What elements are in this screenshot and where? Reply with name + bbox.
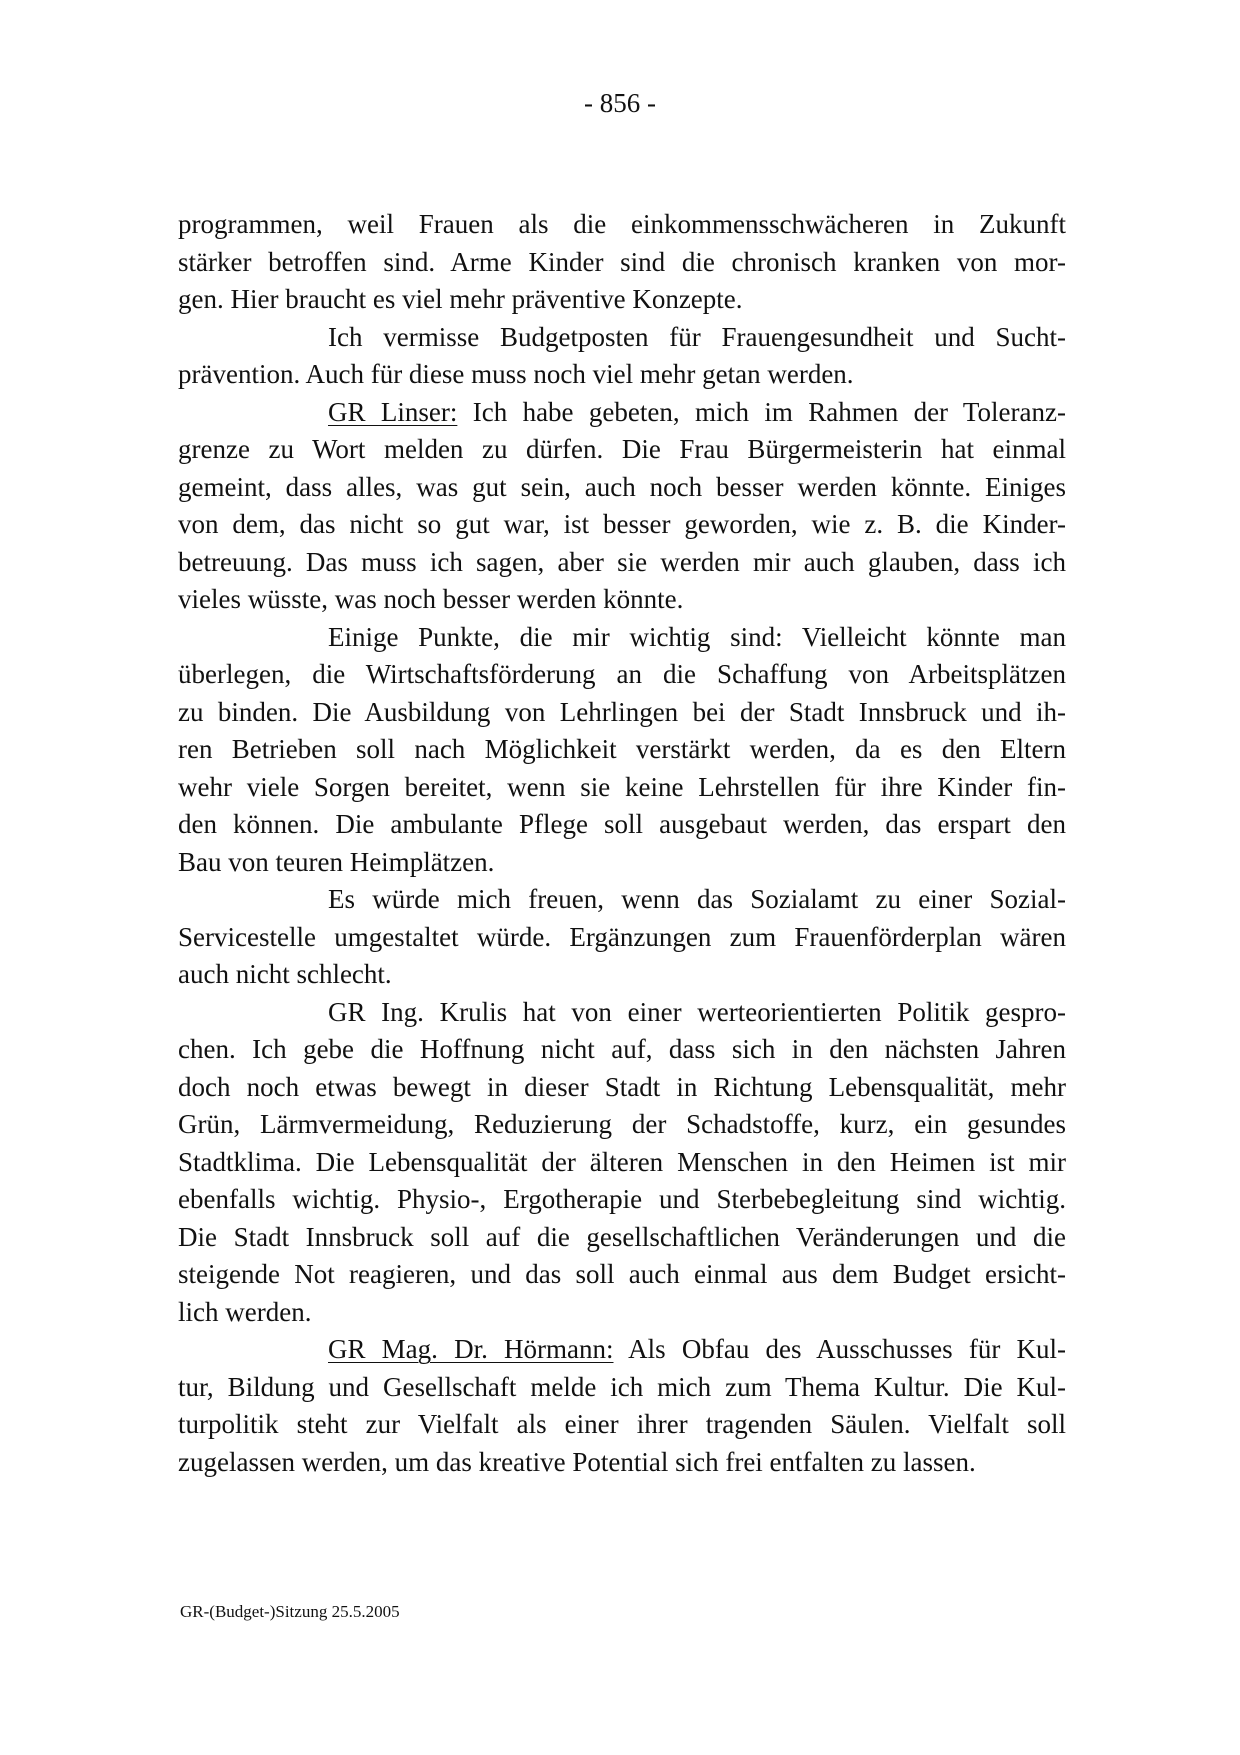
text-line: zu binden. Die Ausbildung von Lehrlingen bei der Stadt Innsbruck und ih- — [178, 696, 1066, 727]
text-line: Grün, Lärmvermeidung, Reduzierung der Schadstoffe, kurz, ein gesundes — [178, 1109, 1066, 1139]
text-line: Stadtklima. Die Lebensqualität der älteren Menschen in den Heimen ist mir — [178, 1146, 1066, 1177]
paragraph — [178, 619, 1066, 882]
text-line: lich werden. — [178, 1296, 312, 1327]
text-line: GR Ing. Krulis hat von einer werteorientierten Politik gespro- — [328, 996, 1066, 1027]
text-line: chen. Ich gebe die Hoffnung nicht auf, dass sich in den nächsten Jahren — [178, 1034, 1066, 1064]
text-line: stärker betroffen sind. Arme Kinder sind die chronisch kranken von mor- — [178, 246, 1066, 277]
text-line: grenze zu Wort melden zu dürfen. Die Frau Bürgermeisterin hat einmal — [178, 434, 1066, 464]
text-fragment: Ich habe gebeten, mich im Rahmen der Toleranz- — [457, 396, 1066, 427]
text-line: tur, Bildung und Gesellschaft melde ich mich zum Thema Kultur. Die Kul- — [178, 1371, 1066, 1402]
text-line: Die Stadt Innsbruck soll auf die gesellschaftlichen Veränderungen und die — [178, 1221, 1066, 1252]
text-line: wehr viele Sorgen bereitet, wenn sie keine Lehrstellen für ihre Kinder fin- — [178, 771, 1066, 802]
text-line: Einige Punkte, die mir wichtig sind: Vielleicht könnte man — [328, 621, 1066, 652]
text-line: den können. Die ambulante Pflege soll ausgebaut werden, das erspart den — [178, 809, 1066, 839]
text-line: turpolitik steht zur Vielfalt als einer ihrer tragenden Säulen. Vielfalt soll — [178, 1409, 1066, 1439]
speaker-name: GR Linser: — [328, 396, 458, 427]
text-line: programmen, weil Frauen als die einkommensschwächeren in Zukunft — [178, 209, 1066, 239]
paragraph — [178, 994, 1066, 1332]
text-line: betreuung. Das muss ich sagen, aber sie werden mir auch glauben, dass ich — [178, 546, 1066, 577]
paragraph — [178, 394, 1066, 619]
text-line: vieles wüsste, was noch besser werden könnte. — [178, 584, 684, 614]
text-line: Servicestelle umgestaltet würde. Ergänzungen zum Frauenförderplan wären — [178, 921, 1066, 952]
text-line: ebenfalls wichtig. Physio-, Ergotherapie und Sterbebegleitung sind wichtig. — [178, 1184, 1066, 1214]
page-number: - 856 - — [584, 88, 656, 118]
paragraph — [178, 319, 1066, 394]
paragraph — [178, 1331, 1066, 1481]
text-line: Ich vermisse Budgetposten für Frauengesundheit und Sucht- — [328, 321, 1066, 352]
paragraph — [178, 206, 1066, 319]
speaker-name: GR Mag. Dr. Hörmann: — [328, 1334, 614, 1364]
text-line: von dem, das nicht so gut war, ist besser geworden, wie z. B. die Kinder- — [178, 509, 1066, 539]
text-line: ren Betrieben soll nach Möglichkeit verstärkt werden, da es den Eltern — [178, 734, 1066, 764]
footer-session-label: GR-(Budget-)Sitzung 25.5.2005 — [180, 1602, 400, 1621]
text-line: prävention. Auch für diese muss noch viel mehr getan werden. — [178, 359, 854, 389]
text-line: auch nicht schlecht. — [178, 959, 392, 989]
text-line: zugelassen werden, um das kreative Potential sich frei entfalten zu lassen. — [178, 1446, 976, 1477]
text-line — [178, 1331, 1066, 1369]
text-line: Bau von teuren Heimplätzen. — [178, 846, 495, 877]
text-line: gemeint, dass alles, was gut sein, auch noch besser werden könnte. Einiges — [178, 471, 1066, 502]
text-line: gen. Hier braucht es viel mehr präventive Konzepte. — [178, 284, 743, 314]
text-line — [178, 394, 1066, 432]
text-line: steigende Not reagieren, und das soll auch einmal aus dem Budget ersicht- — [178, 1259, 1066, 1289]
document-body — [178, 206, 1066, 1481]
text-fragment: Als Obfau des Ausschusses für Kul- — [613, 1334, 1066, 1364]
text-line: doch noch etwas bewegt in dieser Stadt in Richtung Lebensqualität, mehr — [178, 1071, 1066, 1102]
text-line: Es würde mich freuen, wenn das Sozialamt zu einer Sozial- — [328, 884, 1066, 914]
paragraph — [178, 881, 1066, 994]
text-line: überlegen, die Wirtschaftsförderung an die Schaffung von Arbeitsplätzen — [178, 659, 1066, 689]
